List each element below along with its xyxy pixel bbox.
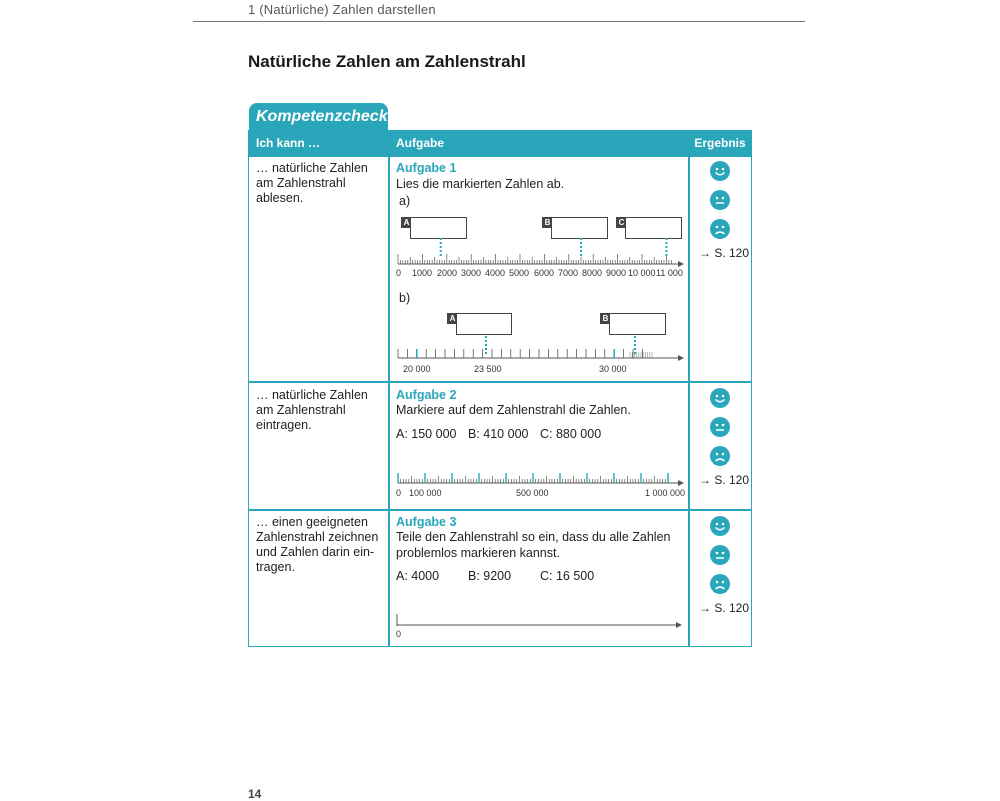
tick-label: 11 000	[656, 268, 683, 278]
tick-label: 5000	[509, 268, 530, 278]
smile-face-icon[interactable]	[710, 388, 730, 408]
page-reference[interactable]: → S. 120	[699, 601, 750, 615]
row-divider	[248, 155, 752, 157]
column-header-ergebnis: Ergebnis	[689, 130, 751, 155]
tick-label: 3000	[461, 268, 482, 278]
marker-tag-b: B	[542, 217, 553, 228]
header-divider	[193, 21, 805, 22]
number-line-blank	[396, 612, 688, 628]
page-title: Natürliche Zahlen am Zahlenstrahl	[248, 52, 526, 71]
tick-label: 6000	[534, 268, 555, 278]
tick-label: 30 000	[599, 364, 627, 374]
marker-tag-b: B	[600, 313, 611, 324]
value-a: A: 150 000	[396, 427, 457, 441]
tick-label: 9000	[606, 268, 627, 278]
page-number: 14	[248, 787, 262, 801]
smile-face-icon[interactable]	[710, 161, 730, 181]
tick-label: 0	[396, 629, 402, 639]
column-divider	[388, 130, 390, 647]
number-line-c	[396, 470, 688, 486]
neutral-face-icon[interactable]	[710, 545, 730, 565]
tick-label: 1000	[412, 268, 433, 278]
task-text-3: Teile den Zahlenstrahl so ein, dass du alle Zahlen problemlos markieren kannst.	[396, 530, 671, 560]
tick-label: 2000	[437, 268, 458, 278]
neutral-face-icon[interactable]	[710, 190, 730, 210]
sad-face-icon[interactable]	[710, 574, 730, 594]
value-c: C: 880 000	[540, 427, 602, 441]
part-b-label: b)	[399, 291, 411, 305]
marker-tag-a: A	[401, 217, 412, 228]
sad-face-icon[interactable]	[710, 446, 730, 466]
cando-text-3: … einen geeigneten Zahlenstrahl zeichnen und Zahlen darin ein-tragen.	[256, 515, 379, 574]
task-text-1: Lies die markierten Zahlen ab.	[396, 177, 565, 191]
cando-text-1: … natürliche Zahlen am Zahlenstrahl ablesen.	[256, 161, 368, 205]
value-a: A: 4000	[396, 569, 440, 583]
arrow-head	[678, 480, 684, 486]
column-header-aufgabe: Aufgabe	[389, 130, 688, 155]
task-title-2: Aufgabe 2	[396, 388, 457, 402]
tick-label: 23 500	[474, 364, 502, 374]
task-text-2: Markiere auf dem Zahlenstrahl die Zahlen.	[396, 403, 631, 417]
tick-label: 500 000	[516, 488, 549, 498]
marker-tag-a: A	[447, 313, 458, 324]
tick-label: 1 000 000	[645, 488, 686, 498]
neutral-face-icon[interactable]	[710, 417, 730, 437]
tick-label: 10 000	[628, 268, 656, 278]
tick-label: 100 000	[409, 488, 442, 498]
tick-label: 0	[396, 268, 402, 278]
arrow-head	[678, 261, 684, 267]
tick-label: 0	[396, 488, 402, 498]
value-b: B: 9200	[468, 569, 512, 583]
part-a-label: a)	[399, 194, 411, 208]
number-line-b	[396, 334, 688, 364]
arrow-head	[678, 355, 684, 361]
chapter-header: 1 (Natürliche) Zahlen darstellen	[248, 2, 436, 17]
task-title-3: Aufgabe 3	[396, 515, 457, 529]
tick-label: 7000	[558, 268, 579, 278]
tick-label: 8000	[582, 268, 603, 278]
task-title-1: Aufgabe 1	[396, 161, 457, 175]
column-header-ichkann: Ich kann …	[249, 130, 388, 155]
sad-face-icon[interactable]	[710, 219, 730, 239]
tick-label: 20 000	[403, 364, 431, 374]
row-divider	[248, 381, 752, 383]
answer-box-a[interactable]	[456, 313, 512, 335]
kompetenzcheck-tab: Kompetenzcheck	[249, 103, 388, 130]
page-reference[interactable]: → S. 120	[699, 246, 750, 260]
answer-box-b[interactable]	[609, 313, 666, 335]
value-c: C: 16 500	[540, 569, 595, 583]
marker-tag-c: C	[616, 217, 627, 228]
row-divider	[248, 509, 752, 511]
tick-label: 4000	[485, 268, 506, 278]
number-line-a	[396, 236, 688, 268]
column-divider	[688, 130, 690, 647]
cando-text-2: … natürliche Zahlen am Zahlenstrahl eintragen.	[256, 388, 368, 432]
value-b: B: 410 000	[468, 427, 529, 441]
page-reference[interactable]: → S. 120	[699, 473, 750, 487]
smile-face-icon[interactable]	[710, 516, 730, 536]
